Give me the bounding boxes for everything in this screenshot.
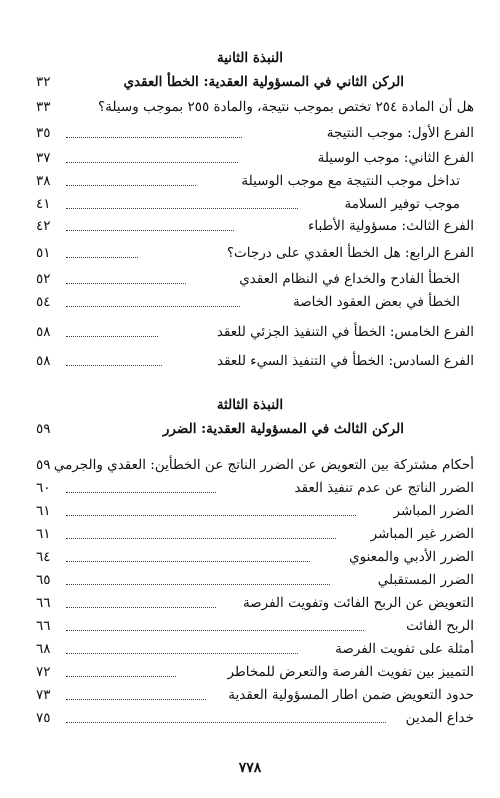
leader-dots xyxy=(66,492,216,493)
toc-entry xyxy=(0,350,500,372)
toc-entry xyxy=(0,215,500,237)
toc-entry xyxy=(0,268,500,290)
toc-page-number: ٦٠ xyxy=(36,480,51,496)
toc-entry-text: الفرع الأول: موجب النتيجة xyxy=(326,125,474,141)
toc-page-number: ٧٥ xyxy=(36,710,51,726)
toc-entry-text: الفرع الرابع: هل الخطأ العقدي على درجات؟ xyxy=(226,245,474,261)
toc-entry xyxy=(0,615,500,637)
toc-entry-text: الضرر المباشر xyxy=(393,503,474,519)
leader-dots xyxy=(66,336,158,337)
toc-entry xyxy=(0,321,500,343)
leader-dots xyxy=(66,515,356,516)
toc-page-number: ٣٣ xyxy=(36,99,51,115)
toc-entry xyxy=(0,546,500,568)
toc-entry xyxy=(0,638,500,660)
leader-dots xyxy=(66,653,298,654)
page-number: ٧٧٨ xyxy=(238,760,262,776)
toc-heading-text: الركن الثاني في المسؤولية العقدية: الخطأ العقدي xyxy=(123,74,404,90)
toc-page-number: ٧٢ xyxy=(36,664,51,680)
toc-entry-text: تداخل موجب النتيجة مع موجب الوسيلة xyxy=(241,173,460,189)
toc-page-number: ٥٩ xyxy=(36,421,51,437)
section-title: النبذة الثالثة xyxy=(216,397,284,413)
toc-page-number: ٥٢ xyxy=(36,271,51,287)
toc-entry-text: الفرع السادس: الخطأ في التنفيذ السيء للعقد xyxy=(217,353,474,369)
leader-dots xyxy=(66,584,330,585)
section-title: النبذة الثانية xyxy=(217,50,283,66)
leader-dots xyxy=(66,162,238,163)
toc-entry xyxy=(0,170,500,192)
toc-page-number: ٥٩ xyxy=(36,457,51,473)
toc-page-number: ٤٢ xyxy=(36,218,51,234)
toc-entry-text: التمييز بين تفويت الفرصة والتعرض للمخاطر xyxy=(227,664,474,680)
toc-heading-row xyxy=(0,71,500,93)
toc-entry xyxy=(0,454,500,476)
toc-entry-text: هل أن المادة ٢٥٤ تختص بموجب نتيجة، والمادة ٢٥٥ بموجب وسيلة؟ xyxy=(97,99,474,115)
toc-entry xyxy=(0,242,500,264)
toc-entry-text: الخطأ في بعض العقود الخاصة xyxy=(292,294,460,310)
toc-page-number: ٣٥ xyxy=(36,125,51,141)
leader-dots xyxy=(66,630,364,631)
toc-page-number: ٣٧ xyxy=(36,150,51,166)
leader-dots xyxy=(66,137,242,138)
toc-entry xyxy=(0,500,500,522)
toc-entry-text: خداع المدين xyxy=(405,710,474,726)
toc-entry xyxy=(0,523,500,545)
toc-page-number: ٥٨ xyxy=(36,324,51,340)
toc-entry-text: الضرر غير المباشر xyxy=(370,526,474,542)
leader-dots xyxy=(66,257,138,258)
toc-heading-row xyxy=(0,418,500,440)
toc-page-number: ٥٨ xyxy=(36,353,51,369)
toc-page-number: ٣٢ xyxy=(36,74,51,90)
leader-dots xyxy=(66,607,216,608)
toc-page-number: ٥١ xyxy=(36,245,51,261)
toc-page-number: ٦١ xyxy=(36,503,51,519)
toc-page-number: ٥٤ xyxy=(36,294,51,310)
toc-entry-text: أمثلة على تفويت الفرصة xyxy=(335,641,474,657)
toc-page-number: ٦٨ xyxy=(36,641,51,657)
toc-entry-text: التعويض عن الربح الفائت وتفويت الفرصة xyxy=(242,595,474,611)
toc-entry xyxy=(0,96,500,118)
leader-dots xyxy=(66,208,298,209)
leader-dots xyxy=(66,538,336,539)
toc-entry xyxy=(0,477,500,499)
toc-heading-text: الركن الثالث في المسؤولية العقدية: الضرر xyxy=(162,421,404,437)
toc-entry-text: حدود التعويض ضمن اطار المسؤولية العقدية xyxy=(228,687,474,703)
toc-entry-text: الضرر المستقبلي xyxy=(377,572,474,588)
toc-page-number: ٤١ xyxy=(36,196,51,212)
toc-page-number: ٦١ xyxy=(36,526,51,542)
toc-entry xyxy=(0,147,500,169)
toc-entry xyxy=(0,291,500,313)
leader-dots xyxy=(66,185,196,186)
toc-entry xyxy=(0,707,500,729)
leader-dots xyxy=(66,722,386,723)
leader-dots xyxy=(66,306,240,307)
toc-entry-text: الفرع الثالث: مسؤولية الأطباء xyxy=(308,218,474,234)
toc-page-number: ٦٥ xyxy=(36,572,51,588)
leader-dots xyxy=(66,676,176,677)
toc-entry-text: الخطأ الفادح والخداع في النظام العقدي xyxy=(239,271,460,287)
toc-entry xyxy=(0,569,500,591)
toc-entry-text: موجب توفير السلامة xyxy=(344,196,460,212)
toc-entry xyxy=(0,592,500,614)
toc-entry-text: الضرر الأدبي والمعنوي xyxy=(349,549,474,565)
toc-page-number: ٧٣ xyxy=(36,687,51,703)
leader-dots xyxy=(66,699,206,700)
leader-dots xyxy=(66,230,234,231)
toc-entry xyxy=(0,661,500,683)
toc-page-number: ٦٦ xyxy=(36,595,51,611)
toc-entry-text: الفرع الخامس: الخطأ في التنفيذ الجزئي للعقد xyxy=(216,324,474,340)
toc-entry xyxy=(0,122,500,144)
toc-entry-text: الضرر الناتج عن عدم تنفيذ العقد xyxy=(294,480,474,496)
toc-entry xyxy=(0,193,500,215)
leader-dots xyxy=(66,283,186,284)
leader-dots xyxy=(66,365,162,366)
toc-page-number: ٣٨ xyxy=(36,173,51,189)
toc-entry-text: الربح الفائت xyxy=(406,618,474,634)
leader-dots xyxy=(66,561,310,562)
toc-entry-text: الفرع الثاني: موجب الوسيلة xyxy=(317,150,474,166)
toc-page-number: ٦٦ xyxy=(36,618,51,634)
toc-entry xyxy=(0,684,500,706)
toc-entry-text: أحكام مشتركة بين التعويض عن الضرر الناتج عن الخطأين: العقدي والجرمي xyxy=(53,457,474,473)
toc-page-number: ٦٤ xyxy=(36,549,51,565)
